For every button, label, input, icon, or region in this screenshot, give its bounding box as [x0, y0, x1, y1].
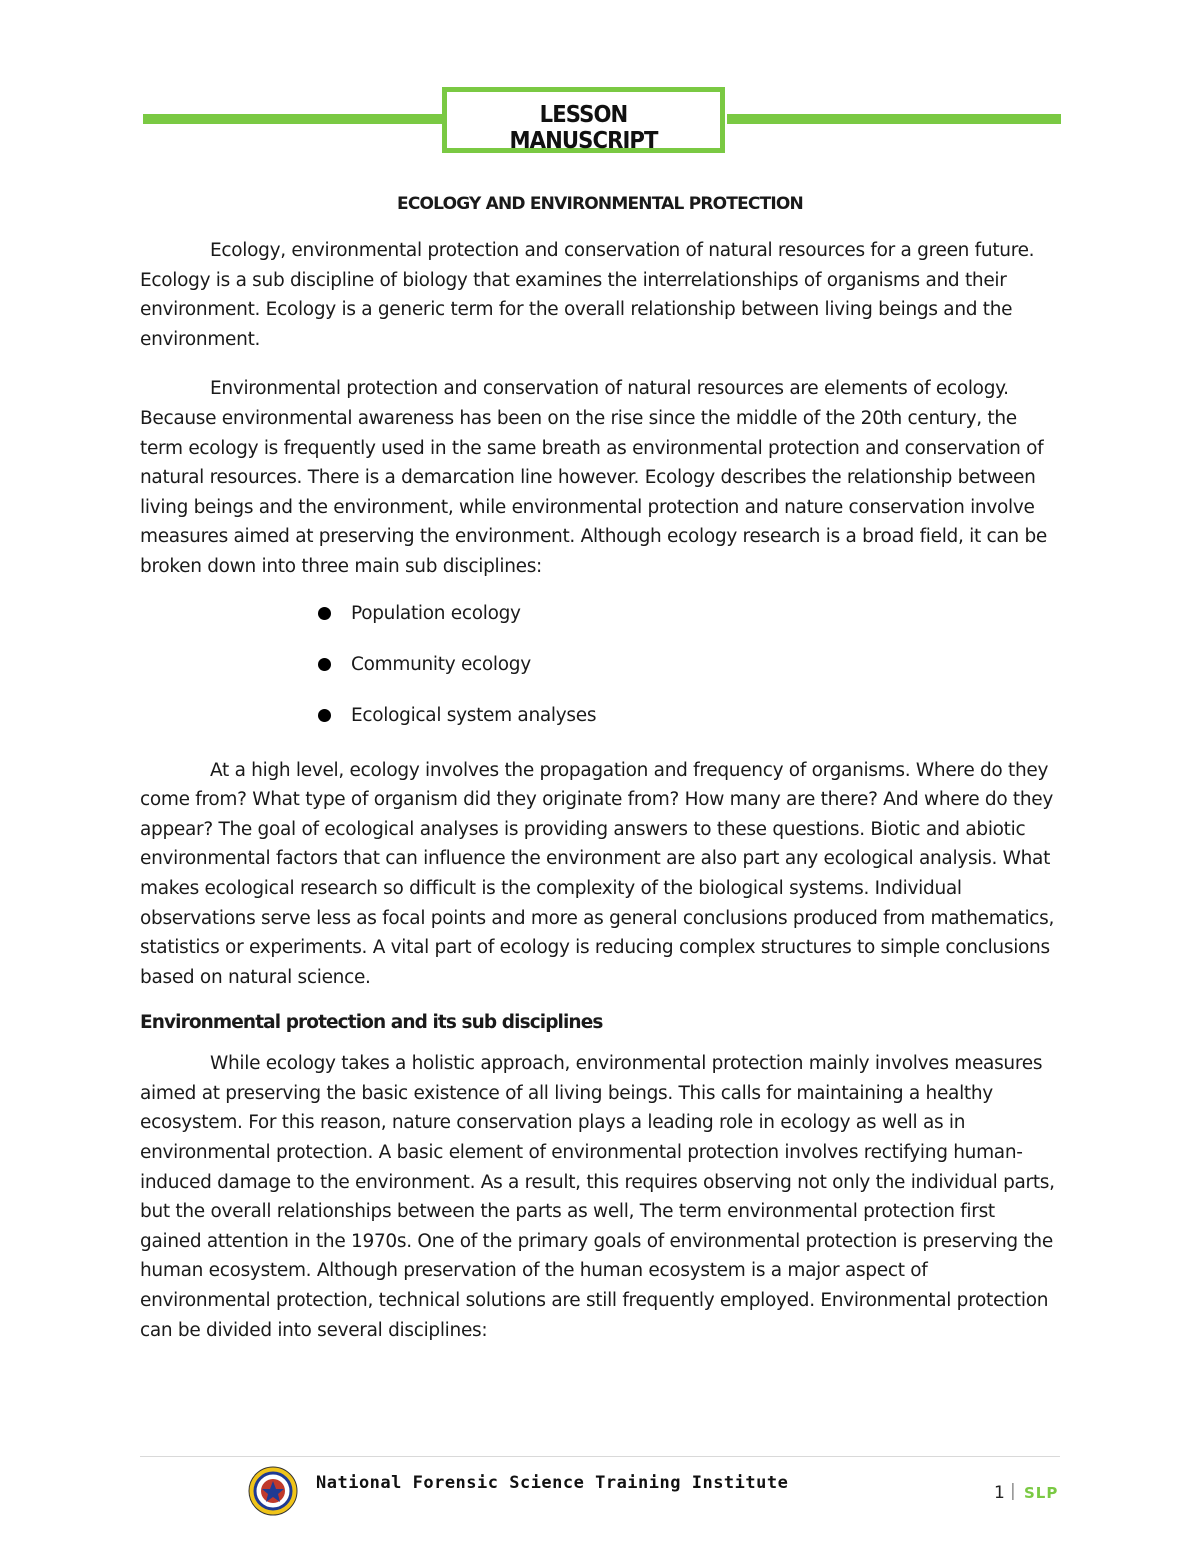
list-item-label: Ecological system analyses	[351, 704, 597, 726]
header-rule-right	[727, 114, 1061, 124]
paragraph-final: While ecology takes a holistic approach, environmental protection mainly involves measures aimed at preserving the basic existence of all living beings. This calls for maintaining a healthy ecosystem. For this reason, nature conservation plays a leading role in ecology as well as in environmental protection. A basic element of environmental protection involves rectifying human-induced damage to the environment. As a result, this requires observing not only the individual parts, but the overall relationships between the parts as well, The term environmental protection first gained attention in the 1970s. One of the primary goals of environmental protection is preserving the human ecosystem. Although preservation of the human ecosystem is a major aspect of environmental protection, technical solutions are still frequently employed. Environmental protection can be divided into several disciplines:	[140, 1053, 1055, 1341]
document-title: ECOLOGY AND ENVIRONMENTAL PROTECTION	[397, 194, 803, 214]
sub-disciplines-list	[140, 602, 1060, 728]
paragraph-high-level: At a high level, ecology involves the propagation and frequency of organisms. Where do they come from? What type of organism did they originate from? How many are there? And where do they appear? The goal of ecological analyses is providing answers to these questions. Biotic and abiotic environmental factors that can influence the environment are also part any ecological analysis. What makes ecological research so difficult is the complexity of the biological systems. Individual observations serve less as focal points and more as general conclusions produced from mathematics, statistics or experiments. A vital part of ecology is reducing complex structures to simple conclusions based on natural science.	[140, 759, 1055, 988]
bullet-icon	[318, 658, 331, 671]
banner-line-2: MANUSCRIPT	[509, 128, 658, 154]
footer-rule	[140, 1456, 1060, 1457]
lesson-banner	[442, 87, 725, 153]
document-body	[140, 194, 1060, 1365]
bullet-icon	[318, 607, 331, 620]
header-rule-left	[143, 114, 443, 124]
page-separator: |	[1010, 1481, 1016, 1501]
institute-seal-icon	[248, 1466, 298, 1516]
banner-line-1: LESSON	[539, 102, 628, 128]
slp-label: SLP	[1024, 1484, 1059, 1502]
list-item	[318, 704, 1060, 728]
paragraph-protection: Environmental protection and conservation of natural resources are elements of ecology. Because environmental awareness has been on the rise since the middle of the 20th century, the term ecology is frequently used in the same breath as environmental protection and conservation of natural resources. There is a demarcation line however. Ecology describes the relationship between living beings and the environment, while environmental protection and nature conservation involve measures aimed at preserving the environment. Although ecology research is a broad field, it can be broken down into three main sub disciplines:	[140, 378, 1047, 577]
section-heading: Environmental protection and its sub disciplines	[140, 1012, 603, 1034]
bullet-icon	[318, 709, 331, 722]
institute-name: National Forensic Science Training Institute	[316, 1473, 789, 1493]
list-item	[318, 653, 1060, 677]
list-item-label: Population ecology	[351, 602, 521, 624]
paragraph-intro: Ecology, environmental protection and conservation of natural resources for a green future. Ecology is a sub discipline of biology that examines the interrelationships of organisms and their environment. Ecology is a generic term for the overall relationship between living beings and the environment.	[140, 240, 1035, 350]
page-number: 1	[994, 1483, 1005, 1503]
list-item-label: Community ecology	[351, 653, 531, 675]
list-item	[318, 602, 1060, 626]
